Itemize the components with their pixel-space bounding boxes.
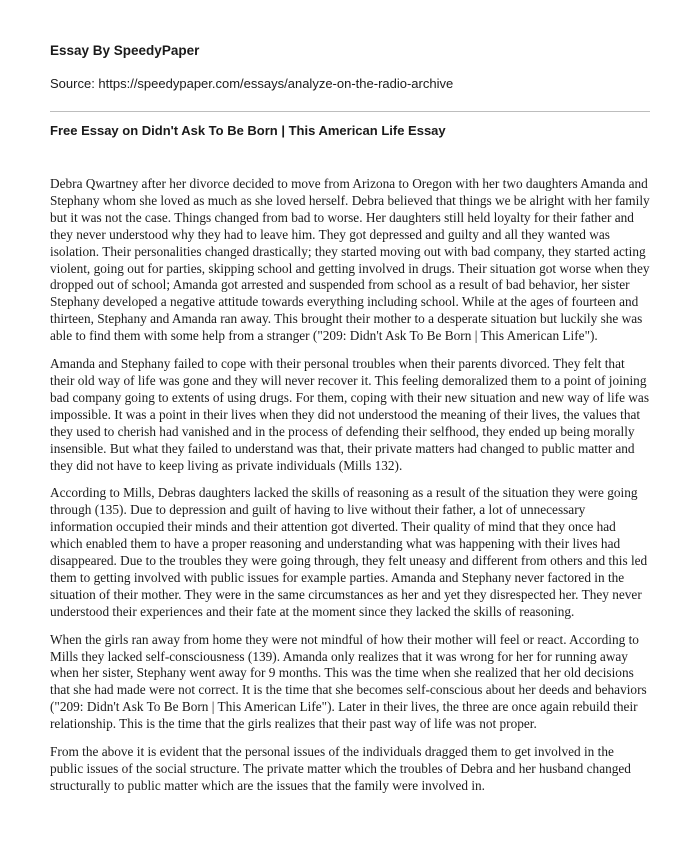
source-line: Source: https://speedypaper.com/essays/analyze-on-the-radio-archive — [50, 76, 454, 91]
brand-heading: Essay By SpeedyPaper — [50, 43, 200, 58]
essay-paragraph-1: Debra Qwartney after her divorce decided to move from Arizona to Oregon with her two daughters Amanda and Stephany whom she loved as much as she loved herself. Debra believed that things we be alright with her family but it was not the case. Things changed from bad to worse. Her daughters still held loyalty for their father and they never understood why they had to leave him. They got depressed and guilty and all they wanted was isolation. Their personalities changed drastically; they started moving out with bad company, they started acting violent, going out for parties, skipping school and getting involved in drugs. Their situation got worse when they dropped out of school; Amanda got arrested and suspended from school as a result of bad behavior, her sister Stephany developed a negative attitude towards everything including school. While at the ages of fourteen and thirteen, Stephany and Amanda ran away. This brought their mother to a desperate situation but luckily she was able to find them with some help from a stranger ("209: Didn't Ask To Be Born | This American Life"). — [50, 176, 650, 344]
essay-title: Free Essay on Didn't Ask To Be Born | This American Life Essay — [50, 123, 446, 138]
essay-body — [50, 176, 650, 795]
header-divider — [50, 111, 650, 112]
essay-paragraph-5: From the above it is evident that the personal issues of the individuals dragged them to get involved in the public issues of the social structure. The private matter which the troubles of Debra and her husband changed structurally to public matter which are the issues that the family were involved in. — [50, 744, 631, 793]
essay-paragraph-3: According to Mills, Debras daughters lacked the skills of reasoning as a result of the situation they were going through (135). Due to depression and guilt of having to live without their father, a lot of unnecessary information occupied their minds and their attention got diverted. Their quality of mind that they once had which enabled them to have a proper reasoning and understanding what was happening with their lives had disappeared. Due to the troubles they were going through, they felt uneasy and different from others and this led them to getting involved with public issues for example parties. Amanda and Stephany never factored in the situation of their mother. They were in the same circumstances as her and yet they disrespected her. They never understood their experiences and their fate at the moment since they lacked the skills of reasoning. — [50, 485, 648, 619]
essay-paragraph-4: When the girls ran away from home they were not mindful of how their mother will feel or react. According to Mills they lacked self-consciousness (139). Amanda only realizes that it was wrong for her for running away when her sister, Stephany went away for 9 months. This was the time when she realized that her old decisions that she had made were not correct. It is the time that she becomes self-conscious about her deeds and behaviors ("209: Didn't Ask To Be Born | This American Life"). Later in their lives, the three are once again rebuild their relationship. This is the time that the girls realizes that their past way of life was not proper. — [50, 631, 647, 732]
essay-paragraph-2: Amanda and Stephany failed to cope with their personal troubles when their parents divorced. They felt that their old way of life was gone and they will never recover it. This feeling demoralized them to a point of joining bad company going to extents of using drugs. For them, coping with their new situation and new way of life was impossible. It was a point in their lives when they did not understood the meaning of their lives, the values that they used to cherish had vanished and in the process of defending their selfhood, they ended up being morally insensible. But what they failed to understand was that, their private matters had changed to public matter and they did not have to keep living as private individuals (Mills 132). — [50, 356, 649, 473]
